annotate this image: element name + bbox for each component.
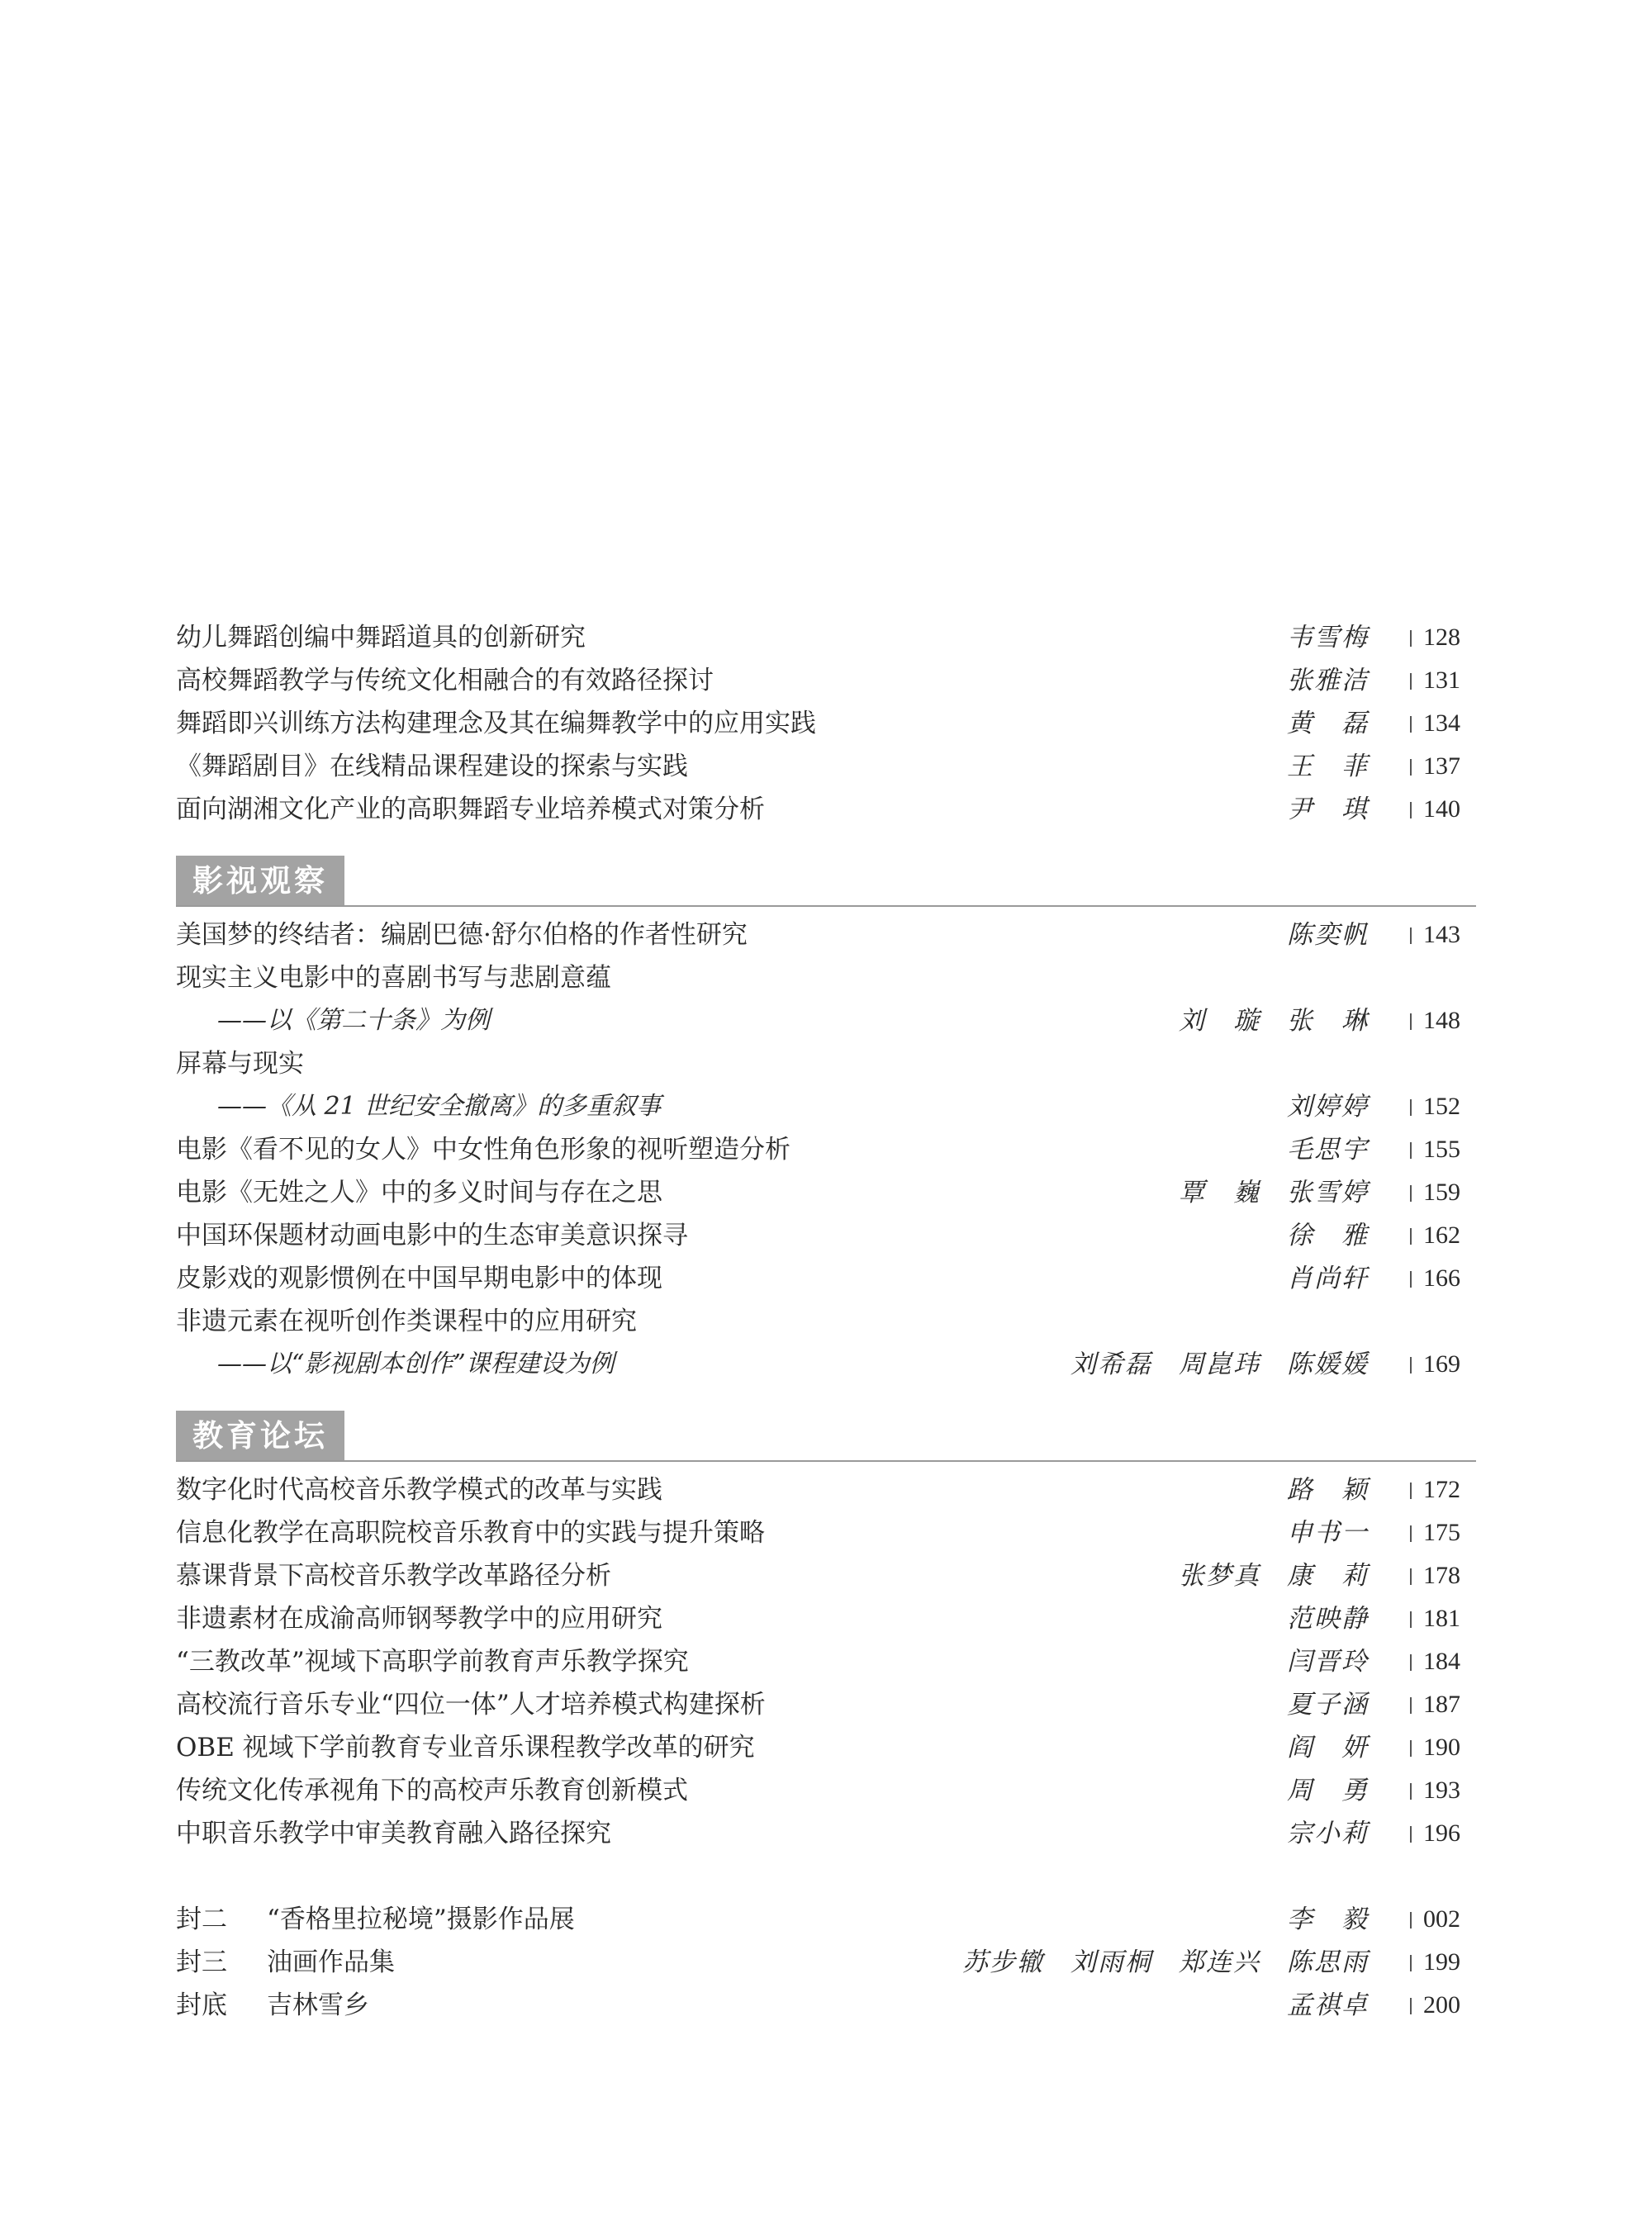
toc-entry[interactable] — [176, 1511, 1476, 1554]
page-number: 175 — [1410, 1511, 1476, 1554]
author-name: 周崑玮 — [1179, 1350, 1260, 1379]
entry-title: 慕课背景下高校音乐教学改革路径分析 — [176, 1561, 611, 1591]
cover-title: “香格里拉秘境”摄影作品展 — [267, 1905, 575, 1934]
author-name: 毛思宇 — [1287, 1135, 1369, 1165]
toc-entry[interactable] — [176, 1257, 1476, 1300]
entry-authors — [1044, 1343, 1369, 1386]
page-number: 200 — [1410, 1984, 1476, 2027]
cover-title-group — [176, 1898, 575, 1941]
cover-title-group — [176, 1984, 369, 2027]
toc-entry[interactable] — [176, 1300, 1476, 1343]
entry-authors — [1260, 1085, 1369, 1128]
cover-list — [176, 1898, 1476, 2027]
entry-title: 面向湖湘文化产业的高职舞蹈专业培养模式对策分析 — [176, 795, 765, 824]
entry-authors — [1260, 1597, 1369, 1640]
toc-entry[interactable] — [176, 1640, 1476, 1683]
entry-authors — [1260, 1683, 1369, 1726]
author-name: 夏子涵 — [1287, 1690, 1369, 1720]
author-name: 路 颖 — [1287, 1475, 1369, 1505]
entry-title: 现实主义电影中的喜剧书写与悲剧意蕴 — [176, 963, 611, 993]
entry-authors — [1260, 745, 1369, 788]
covers-spacer — [176, 1855, 1476, 1898]
toc-entry-subtitle-row[interactable] — [176, 999, 1476, 1042]
author-name: 张雅洁 — [1287, 666, 1369, 695]
page-number: 131 — [1410, 659, 1476, 702]
entry-authors — [1260, 1640, 1369, 1683]
page-number: 152 — [1410, 1085, 1476, 1128]
page-number: 128 — [1410, 616, 1476, 659]
author-name: 刘希磊 — [1070, 1350, 1152, 1379]
cover-entry[interactable] — [176, 1984, 1476, 2027]
entry-title: 屏幕与现实 — [176, 1049, 304, 1079]
toc-entry[interactable] — [176, 616, 1476, 659]
toc-entry[interactable] — [176, 1468, 1476, 1511]
toc-entry[interactable] — [176, 1769, 1476, 1812]
entry-subtitle: ——以“影视剧本创作”课程建设为例 — [217, 1350, 615, 1378]
author-name: 陈奕帆 — [1287, 920, 1369, 950]
toc-entry[interactable] — [176, 659, 1476, 702]
entry-title: 非遗元素在视听创作类课程中的应用研究 — [176, 1307, 637, 1336]
entry-authors — [1260, 1984, 1369, 2027]
page-number: 187 — [1410, 1683, 1476, 1726]
author-name: 申书一 — [1287, 1518, 1369, 1548]
section-title: 影视观察 — [176, 856, 344, 905]
entry-title: 舞蹈即兴训练方法构建理念及其在编舞教学中的应用实践 — [176, 709, 816, 738]
author-name: 张雪婷 — [1287, 1178, 1369, 1207]
entry-title: 《舞蹈剧目》在线精品课程建设的探索与实践 — [176, 752, 688, 781]
author-name: 张梦真 — [1179, 1561, 1260, 1591]
author-name: 尹 琪 — [1287, 795, 1369, 824]
toc-entry-subtitle-row[interactable] — [176, 1343, 1476, 1386]
author-name: 刘 璇 — [1179, 1006, 1260, 1036]
toc-entry[interactable] — [176, 1042, 1476, 1085]
author-name: 韦雪梅 — [1287, 623, 1369, 652]
author-name: 刘婷婷 — [1287, 1092, 1369, 1122]
author-name: 陈媛媛 — [1287, 1350, 1369, 1379]
author-name: 闫晋玲 — [1287, 1647, 1369, 1677]
author-name: 肖尚轩 — [1287, 1264, 1369, 1293]
author-name: 宗小莉 — [1287, 1819, 1369, 1848]
table-of-contents — [176, 616, 1476, 2027]
toc-entry[interactable] — [176, 1214, 1476, 1257]
toc-sections — [176, 616, 1476, 1855]
toc-entry[interactable] — [176, 1812, 1476, 1855]
toc-entry[interactable] — [176, 1128, 1476, 1171]
toc-entry[interactable] — [176, 745, 1476, 788]
page-number: 169 — [1410, 1343, 1476, 1386]
cover-label: 封二 — [176, 1905, 227, 1934]
author-name: 苏步辙 — [962, 1947, 1044, 1977]
toc-entry[interactable] — [176, 788, 1476, 831]
page-number: 002 — [1410, 1898, 1476, 1941]
page-number: 190 — [1410, 1726, 1476, 1769]
cover-label: 封底 — [176, 1990, 227, 2020]
cover-label: 封三 — [176, 1947, 227, 1977]
page-number: 148 — [1410, 999, 1476, 1042]
entry-authors — [1260, 1898, 1369, 1941]
cover-entry[interactable] — [176, 1898, 1476, 1941]
entry-authors — [1260, 1257, 1369, 1300]
entry-subtitle: ——《从 21 世纪安全撤离》的多重叙事 — [217, 1092, 662, 1121]
page-number: 196 — [1410, 1812, 1476, 1855]
entry-title: 数字化时代高校音乐教学模式的改革与实践 — [176, 1475, 662, 1505]
entry-authors — [1260, 1128, 1369, 1171]
author-name: 康 莉 — [1287, 1561, 1369, 1591]
page-number: 159 — [1410, 1171, 1476, 1214]
entry-authors — [1260, 616, 1369, 659]
entry-authors — [1260, 1511, 1369, 1554]
entry-title: 信息化教学在高职院校音乐教育中的实践与提升策略 — [176, 1518, 765, 1548]
entry-title: 非遗素材在成渝高师钢琴教学中的应用研究 — [176, 1604, 662, 1634]
author-name: 孟祺卓 — [1287, 1990, 1369, 2020]
entry-title: OBE 视域下学前教育专业音乐课程教学改革的研究 — [176, 1733, 755, 1762]
author-name: 覃 巍 — [1179, 1178, 1260, 1207]
author-name: 范映静 — [1287, 1604, 1369, 1634]
page-number: 143 — [1410, 913, 1476, 956]
section-heading-education — [176, 1406, 1476, 1462]
entry-authors — [1260, 913, 1369, 956]
entry-authors — [1152, 999, 1369, 1042]
entry-title: 高校流行音乐专业“四位一体”人才培养模式构建探析 — [176, 1690, 766, 1720]
page-number: 199 — [1410, 1941, 1476, 1984]
entry-authors — [1260, 1468, 1369, 1511]
toc-entry[interactable] — [176, 1726, 1476, 1769]
entry-title: 电影《无姓之人》中的多义时间与存在之思 — [176, 1178, 662, 1207]
author-name: 刘雨桐 — [1070, 1947, 1152, 1977]
author-name: 阎 妍 — [1287, 1733, 1369, 1762]
page-number: 155 — [1410, 1128, 1476, 1171]
toc-entry[interactable] — [176, 1597, 1476, 1640]
entry-title: 幼儿舞蹈创编中舞蹈道具的创新研究 — [176, 623, 586, 652]
page-number: 140 — [1410, 788, 1476, 831]
entry-title: 传统文化传承视角下的高校声乐教育创新模式 — [176, 1776, 688, 1805]
author-name: 张 琳 — [1287, 1006, 1369, 1036]
author-name: 王 菲 — [1287, 752, 1369, 781]
author-name: 陈思雨 — [1287, 1947, 1369, 1977]
section-heading-film — [176, 851, 1476, 907]
cover-title-group — [176, 1941, 395, 1984]
toc-entry[interactable] — [176, 702, 1476, 745]
entry-title: 美国梦的终结者：编剧巴德·舒尔伯格的作者性研究 — [176, 920, 748, 950]
cover-title: 吉林雪乡 — [267, 1990, 369, 2020]
page-number: 193 — [1410, 1769, 1476, 1812]
author-name: 徐 雅 — [1287, 1221, 1369, 1250]
author-name: 周 勇 — [1287, 1776, 1369, 1805]
entry-authors — [1260, 1726, 1369, 1769]
entry-subtitle: ——以《第二十条》为例 — [217, 1006, 490, 1035]
toc-entry[interactable] — [176, 913, 1476, 956]
page-number: 184 — [1410, 1640, 1476, 1683]
entry-authors — [1260, 788, 1369, 831]
page-number: 137 — [1410, 745, 1476, 788]
entry-title: 电影《看不见的女人》中女性角色形象的视听塑造分析 — [176, 1135, 790, 1165]
entry-authors — [1260, 1812, 1369, 1855]
page-number: 162 — [1410, 1214, 1476, 1257]
entry-title: 高校舞蹈教学与传统文化相融合的有效路径探讨 — [176, 666, 714, 695]
author-name: 黄 磊 — [1287, 709, 1369, 738]
page-number: 172 — [1410, 1468, 1476, 1511]
cover-title: 油画作品集 — [267, 1947, 395, 1977]
section-title: 教育论坛 — [176, 1411, 344, 1460]
page-number: 166 — [1410, 1257, 1476, 1300]
entry-authors — [1260, 1214, 1369, 1257]
entry-title: 皮影戏的观影惯例在中国早期电影中的体现 — [176, 1264, 662, 1293]
toc-entry[interactable] — [176, 1171, 1476, 1214]
toc-entry[interactable] — [176, 1683, 1476, 1726]
cover-entry[interactable] — [176, 1941, 1476, 1984]
page-number: 134 — [1410, 702, 1476, 745]
entry-title: “三教改革”视域下高职学前教育声乐教学探究 — [176, 1647, 689, 1677]
toc-entry[interactable] — [176, 1554, 1476, 1597]
entry-authors — [1152, 1554, 1369, 1597]
author-name: 郑连兴 — [1179, 1947, 1260, 1977]
entry-authors — [1152, 1171, 1369, 1214]
entry-title: 中职音乐教学中审美教育融入路径探究 — [176, 1819, 611, 1848]
entry-title: 中国环保题材动画电影中的生态审美意识探寻 — [176, 1221, 688, 1250]
author-name: 李 毅 — [1287, 1905, 1369, 1934]
entry-authors — [1260, 1769, 1369, 1812]
toc-entry[interactable] — [176, 956, 1476, 999]
page-number: 181 — [1410, 1597, 1476, 1640]
entry-authors — [1260, 659, 1369, 702]
toc-entry-subtitle-row[interactable] — [176, 1085, 1476, 1128]
entry-authors — [936, 1941, 1369, 1984]
page-number: 178 — [1410, 1554, 1476, 1597]
entry-authors — [1260, 702, 1369, 745]
